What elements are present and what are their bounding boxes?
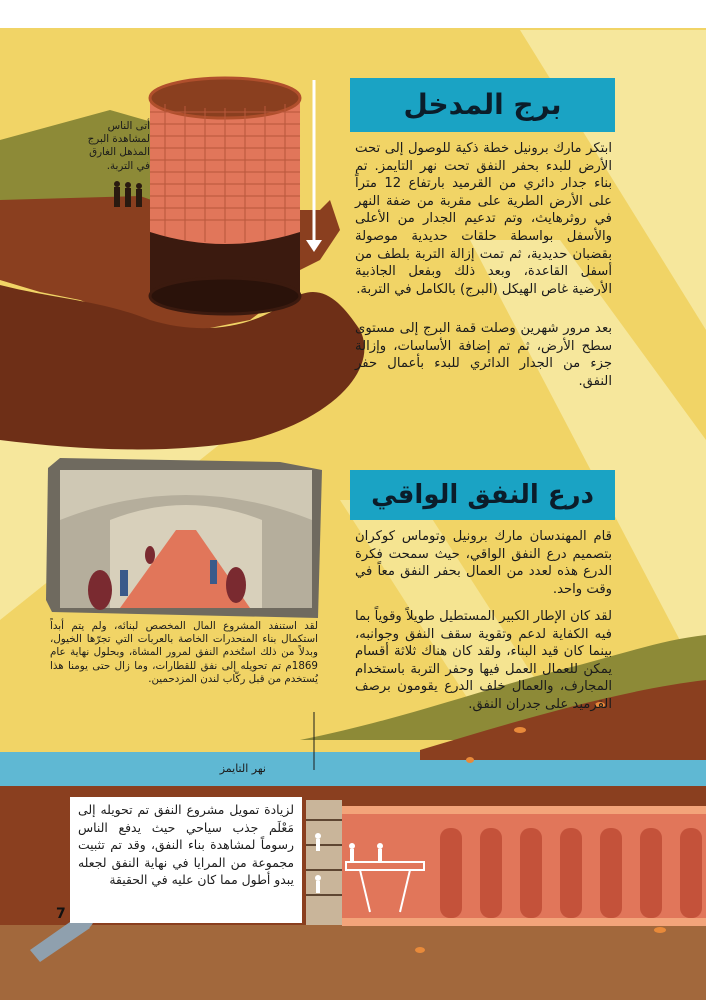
tower-bottom-ring <box>150 278 300 314</box>
river-label: نهر التايمز <box>219 762 266 775</box>
section1-caption: أتى الناس لمشاهدة البرج المذهل الغارق في التربة. <box>87 120 150 172</box>
section2-paragraph2: لقد كان الإطار الكبير المستطيل طويلاً وقوياً بما فيه الكفاية لدعم وتقوية سقف النفق وجوانبه، بينما كان قيد البناء، ولقد كان هناك ثلاثة أقسام يمكن للعمال العمل فيها وحفر التربة باستخدام المجارف، والعمال خلف الدرع يقومون برصف القرميد على جدران النفق. <box>355 609 612 712</box>
section1-paragraph1: ابتكر مارك برونيل خطة ذكية للوصول إلى تحت الأرض للبدء بحفر النفق تحت نهر التايمز. تم بناء جدار دائري من القرميد بارتفاع 12 متراً على الأرض الطرية على مقربة من ضفة النهر في روثرهايث، وتم تدعيم الجدار من الأعلى والأسفل بواسطة حلقات حديدية موصولة بقضبان حديدية، ثم تمت إزالة التربة بلطف من أسفل القاعدة، وبعد ذلك وبفعل الجاذبية الأرضية غاص الهيكل (البرج) بالكامل في التربة. <box>355 141 612 297</box>
tunnel-bottom-lining <box>342 918 706 926</box>
tourist-note: لزيادة تمويل مشروع النفق تم تحويله إلى مَعْلَم جذب سياحي حيث يدفع الناس رسوماً لمشاهدة بناء النفق، وقد تم تثبيت مجموعة من المرايا في نهاية النفق لجعله يبدو أطول مما كان عليه في الحقيقة <box>70 797 302 923</box>
page-number: 7 <box>56 906 66 922</box>
section2-caption: لقد استنفد المشروع المال المخصص لبنائه، ولم يتم أبداً استكمال بناء المنحدرات الخاصة بالعربات التي تجرّها الخيول، وبدلاً من ذلك استُخدم النفق لمرور المشاة، وبحلول نهاية عام 1869م تم تحويله إلى نفق للقطارات، وما زال حتى يومنا هذا يُستخدم من قبل ركّاب لندن المزدحمين. <box>50 620 318 685</box>
tunnel-top-lining <box>342 806 706 814</box>
people-silhouettes <box>114 181 142 207</box>
section1-paragraph2: بعد مرور شهرين وصلت قمة البرج إلى مستوى سطح الأرض، ثم تم إضافة الأساسات، وإزالة جزء من الجدار الدائري للبدء بأعمال حفر النفق. <box>355 321 612 389</box>
section2-paragraph1: قام المهندسان مارك برونيل وتوماس كوكران بتصميم درع النفق الواقي، حيث سمحت فكرة الدرع هذه لعدد من العمال بحفر النفق معاً في وقت واحد. <box>355 529 612 597</box>
entrance-tower <box>150 78 300 314</box>
tunnel-shaft <box>306 800 342 925</box>
tunnel-painting <box>46 458 322 618</box>
section1-title: برج المدخل <box>350 78 615 132</box>
section2-title: درع النفق الواقي <box>350 470 615 520</box>
deep-soil <box>0 925 706 1000</box>
